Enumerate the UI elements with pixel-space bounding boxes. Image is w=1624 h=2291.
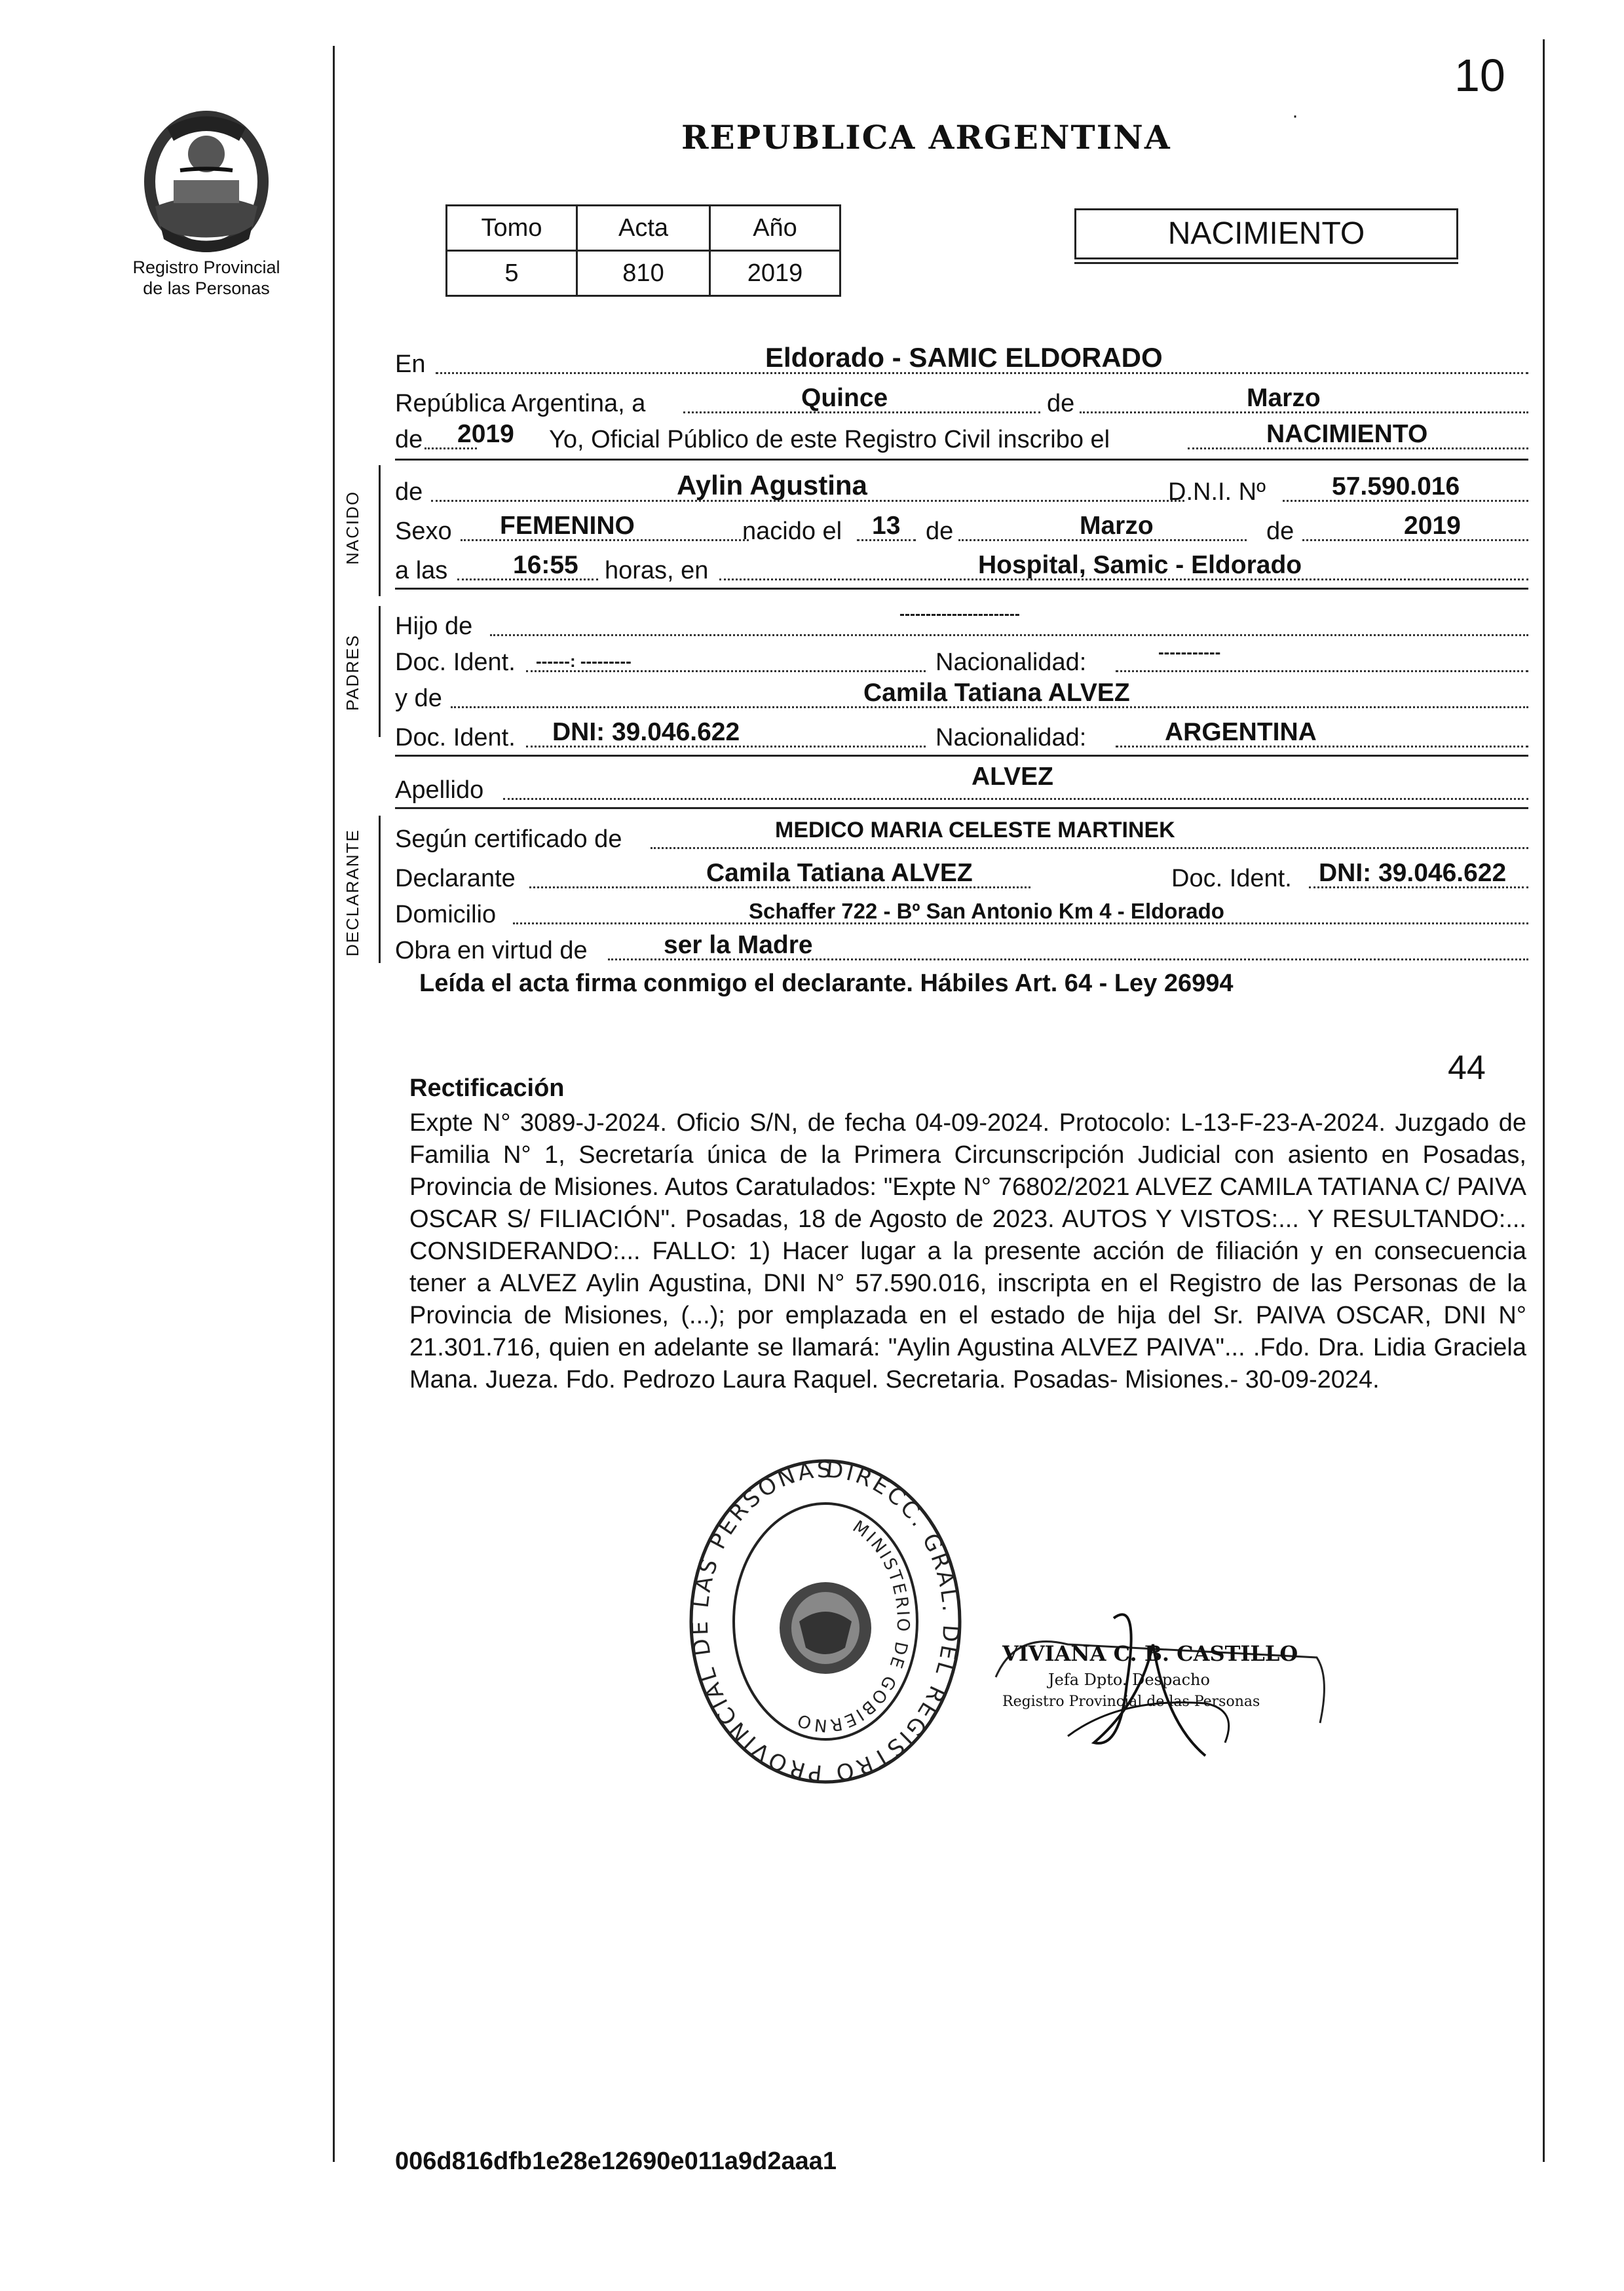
row-y-de — [395, 675, 1528, 714]
decl-doc-label: Doc. Ident. — [1171, 865, 1292, 892]
seal-caption-line-1: Registro Provincial — [132, 257, 280, 277]
section-divider — [395, 755, 1528, 757]
register-value-acta: 810 — [577, 251, 710, 296]
padre-value: ----------------------- — [899, 605, 1020, 623]
speck-mark: · — [1292, 105, 1298, 126]
rectificacion-number: 44 — [1448, 1049, 1486, 1087]
row-inscribo: de 2019 Yo, Oficial Público de este Registro Civil inscribo el NACIMIENTO — [395, 416, 1528, 455]
row-segun — [395, 816, 1528, 855]
side-label-nacido: NACIDO — [343, 490, 362, 565]
dotted-leader — [490, 634, 1528, 636]
hijo-de-label: Hijo de — [395, 613, 473, 640]
page-number: 10 — [1454, 50, 1505, 101]
nacido-dia: 13 — [872, 512, 901, 540]
y-de-label: y de — [395, 685, 442, 712]
domicilio-value: Schaffer 722 - Bº San Antonio Km 4 - Eldorado — [749, 899, 1224, 923]
inscribo-label: Yo, Oficial Público de este Registro Civil inscribo el — [549, 426, 1110, 453]
left-border-line — [333, 46, 335, 2162]
horas-en-label: horas, en — [605, 557, 709, 584]
document-title: REPUBLICA ARGENTINA — [681, 118, 1171, 157]
rectificacion-body: Expte N° 3089-J-2024. Oficio S/N, de fecha 04-09-2024. Protocolo: L-13-F-23-A-2024. Juzgado de Familia N° 1, Secretaría única de la Primera Circunscripción Judicial con asiento en Posadas, Provincia de Misiones. Autos Caratulados: "Expte N° 76802/2021 ALVEZ CAMILA TATIANA C/ PAIVA OSCAR S/ FILIACIÓN". Posadas, 18 de Agosto de 2023. AUTOS Y VISTOS:... Y RESULTANDO:... CONSIDERANDO:... FALLO: 1) Hacer lugar a la presente acción de filiación y en consecuencia tener a ALVEZ Aylin Agustina, DNI N° 57.590.016, inscripta en el Registro de las Personas de la Provincia de Misiones, (...); por emplazada en el estado de hija del Sr. PAIVA OSCAR, DNI N° 21.301.716, quien en adelante se llamará: "Aylin Agustina ALVEZ PAIVA"... .Fdo. Dra. Lidia Graciela Mana. Jueza. Fdo. Pedrozo Laura Raquel. Secretaria. Posadas- Misiones.- 30-09-2024. — [409, 1109, 1526, 1393]
padre-nacionalidad-value: ----------- — [1158, 642, 1221, 662]
row-fecha — [395, 380, 1528, 419]
seal-caption — [98, 257, 314, 299]
padre-doc-value: ------: --------- — [536, 651, 632, 671]
declarante-label: Declarante — [395, 865, 516, 892]
day-words: Quince — [801, 384, 888, 412]
segun-value: MEDICO MARIA CELESTE MARTINEK — [775, 818, 1175, 843]
row-hora — [395, 547, 1528, 586]
register-value-tomo: 5 — [447, 251, 577, 296]
dotted-leader — [503, 798, 1528, 800]
padres-bar — [379, 606, 381, 737]
side-label-declarante: DECLARANTE — [343, 829, 362, 956]
nacido-de2-label: de — [1266, 518, 1294, 545]
sexo-value: FEMENINO — [500, 512, 635, 540]
signature-stamp-role: Jefa Dpto. Despacho — [1048, 1671, 1210, 1689]
madre-nacionalidad-label: Nacionalidad: — [935, 724, 1087, 751]
de-label: de — [1047, 390, 1075, 417]
padre-nacionalidad-label: Nacionalidad: — [935, 649, 1087, 676]
inscribo-value: NACIMIENTO — [1266, 420, 1428, 448]
nacido-mes: Marzo — [1080, 512, 1154, 540]
madre-nacionalidad-value: ARGENTINA — [1165, 718, 1317, 746]
en-value: Eldorado - SAMIC ELDORADO — [765, 342, 1163, 373]
nacido-de-label: de — [926, 518, 954, 545]
row-sexo — [395, 508, 1528, 547]
domicilio-label: Domicilio — [395, 901, 497, 928]
hora-value: 16:55 — [513, 551, 578, 579]
declarante-bar — [379, 816, 381, 963]
padre-doc-label: Doc. Ident. — [395, 649, 516, 676]
section-divider — [395, 588, 1528, 590]
row-padre-doc — [395, 639, 1528, 678]
nombre-value: Aylin Agustina — [677, 470, 867, 501]
record-type-box: NACIMIENTO — [1074, 208, 1458, 259]
row-apellido — [395, 763, 1528, 806]
month: Marzo — [1247, 384, 1321, 412]
stamp-inner-text: MINISTERIO DE GOBIERNO — [793, 1517, 913, 1735]
row-nombre — [395, 468, 1528, 508]
seal-caption-line-2: de las Personas — [143, 278, 270, 298]
decl-doc-value: DNI: 39.046.622 — [1319, 859, 1507, 887]
row-madre-doc — [395, 714, 1528, 753]
lugar-value: Hospital, Samic - Eldorado — [978, 551, 1302, 579]
signature-stamp-name: VIVIANA C. B. CASTILLO — [1002, 1641, 1298, 1666]
section-divider — [395, 459, 1528, 461]
declarante-value: Camila Tatiana ALVEZ — [706, 859, 973, 887]
section-divider — [395, 807, 1528, 809]
document-hash: 006d816dfb1e28e12690e011a9d2aaa1 — [395, 2148, 837, 2175]
register-header-tomo: Tomo — [447, 206, 577, 251]
obra-label: Obra en virtud de — [395, 937, 588, 964]
dni-label: D.N.I. Nº — [1168, 478, 1266, 506]
register-header-acta: Acta — [577, 206, 710, 251]
madre-doc-value: DNI: 39.046.622 — [552, 718, 740, 746]
register-value-anio: 2019 — [710, 251, 840, 296]
rectificacion-heading: Rectificación — [409, 1074, 565, 1102]
row-en — [395, 341, 1528, 380]
madre-doc-label: Doc. Ident. — [395, 724, 516, 751]
official-stamp — [681, 1451, 970, 1795]
signature-stamp-office: Registro Provincial de las Personas — [1002, 1694, 1260, 1710]
sexo-label: Sexo — [395, 518, 452, 545]
apellido-value: ALVEZ — [972, 763, 1053, 791]
row-declarante — [395, 855, 1528, 894]
dotted-leader — [651, 847, 1528, 849]
row-obra — [395, 927, 1528, 966]
dni-value: 57.590.016 — [1332, 472, 1460, 501]
side-label-padres: PADRES — [343, 634, 362, 711]
a-las-label: a las — [395, 557, 448, 584]
row-domicilio — [395, 891, 1528, 930]
republica-label: República Argentina, a — [395, 390, 646, 417]
stamp-outer-text: DIRECC. GRAL. DEL REGISTRO PROVINCIAL DE LAS PERSONAS — [687, 1456, 964, 1787]
leida-statement: Leída el acta firma conmigo el declarante. Hábiles Art. 64 - Ley 26994 — [419, 970, 1234, 997]
madre-value: Camila Tatiana ALVEZ — [863, 679, 1130, 707]
nacido-el-label: nacido el — [742, 518, 842, 545]
nacido-bar — [379, 465, 381, 596]
dotted-leader — [1116, 670, 1528, 672]
segun-label: Según certificado de — [395, 825, 622, 853]
provincia-emblem — [121, 108, 292, 259]
register-header-anio: Año — [710, 206, 840, 251]
row-hijo-de — [395, 603, 1528, 642]
nacido-anio: 2019 — [1404, 512, 1461, 540]
right-border-line — [1543, 39, 1545, 2162]
en-label: En — [395, 350, 426, 378]
register-table — [445, 204, 841, 297]
signature-stamp — [989, 1605, 1336, 1762]
year: 2019 — [457, 420, 514, 448]
obra-value: ser la Madre — [664, 931, 813, 959]
apellido-label: Apellido — [395, 776, 484, 804]
nombre-label: de — [395, 478, 423, 506]
